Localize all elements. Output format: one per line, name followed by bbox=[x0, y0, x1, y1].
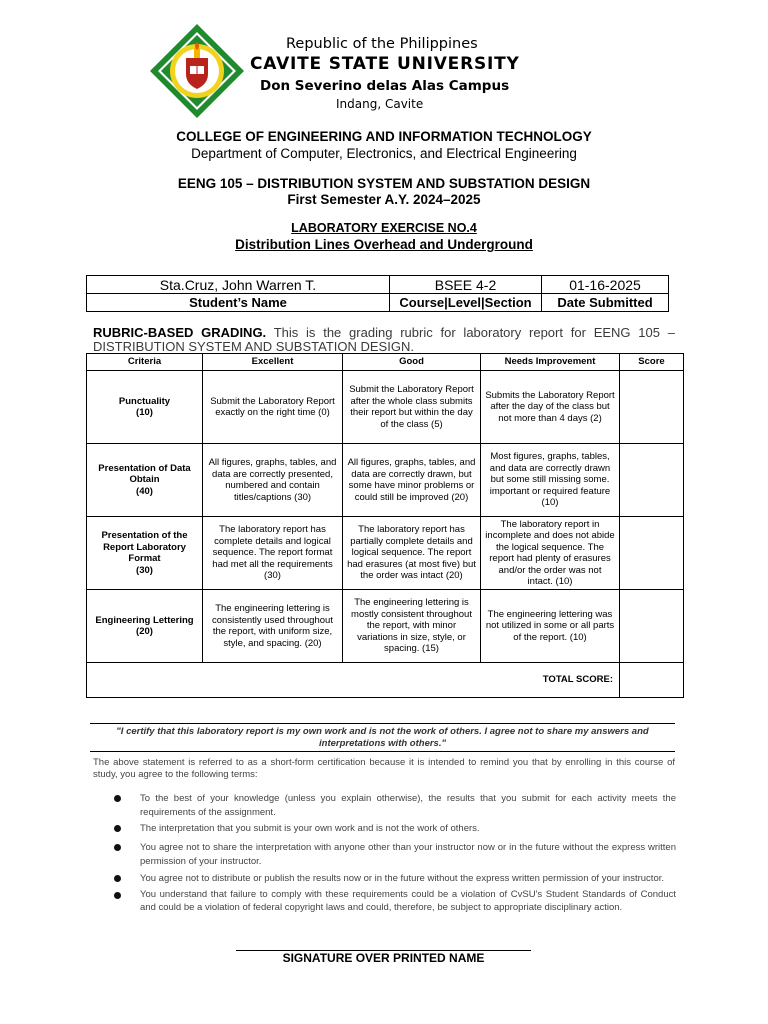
rubric-header-needs-improvement: Needs Improvement bbox=[481, 354, 620, 371]
student-info-table bbox=[86, 275, 669, 312]
signature-label: SIGNATURE OVER PRINTED NAME bbox=[282, 951, 485, 965]
criteria-cell: Engineering Lettering (20) bbox=[87, 590, 203, 663]
criteria-cell: Presentation of Data Obtain (40) bbox=[87, 444, 203, 517]
cvsu-seal-icon bbox=[148, 22, 246, 120]
rubric-table bbox=[86, 353, 684, 698]
semester-label: First Semester A.Y. 2024–2025 bbox=[287, 192, 481, 207]
certification-explanation: The above statement is referred to as a short-form certification because it is intended to remind you that by enrolling in this course of study, you agree to the following terms: bbox=[93, 757, 675, 780]
bullet-icon bbox=[114, 892, 121, 899]
lab-exercise-title: Distribution Lines Overhead and Underground bbox=[235, 237, 533, 252]
college-name: COLLEGE OF ENGINEERING AND INFORMATION TECHNOLOGY bbox=[176, 129, 592, 144]
rubric-header-good: Good bbox=[343, 354, 481, 371]
student-name-value: Sta.Cruz, John Warren T. bbox=[87, 276, 390, 294]
date-label: Date Submitted bbox=[542, 294, 669, 312]
lab-exercise-number: LABORATORY EXERCISE NO.4 bbox=[291, 221, 477, 235]
needs-improvement-cell: Most figures, graphs, tables, and data are correctly drawn but some still missing some. important or required feature (10) bbox=[481, 444, 620, 517]
good-cell: The laboratory report has partially complete details and logical sequence. The report had erasures (at most five) but the order was intact (20) bbox=[343, 517, 481, 590]
good-cell: The engineering lettering is mostly consistent throughout the report, with minor variations in size, style, or spacing. (15) bbox=[343, 590, 481, 663]
rubric-intro-bold: RUBRIC-BASED GRADING. bbox=[93, 325, 267, 340]
campus-name: Don Severino delas Alas Campus bbox=[260, 78, 510, 94]
excellent-cell: The laboratory report has complete details and logical sequence. The report format had met all the requirements (30) bbox=[203, 517, 343, 590]
list-item: You understand that failure to comply with these requirements could be a violation of CvSU's Student Standards of Conduct and could be a violation of federal copyright laws and could, therefore, be subject to appropriate disciplinary action. bbox=[114, 889, 676, 914]
score-cell[interactable] bbox=[620, 590, 684, 663]
rubric-header-score: Score bbox=[620, 354, 684, 371]
section-value: BSEE 4-2 bbox=[390, 276, 542, 294]
bullet-icon bbox=[114, 795, 121, 802]
rubric-header-excellent: Excellent bbox=[203, 354, 343, 371]
list-item: You agree not to share the interpretation with anyone other than your instructor now or in the future without the express written permission of your instructor. bbox=[114, 841, 676, 869]
university-name: CAVITE STATE UNIVERSITY bbox=[250, 54, 520, 74]
needs-improvement-cell: Submits the Laboratory Report after the day of the class but not more than 4 days (2) bbox=[481, 371, 620, 444]
table-row bbox=[87, 517, 684, 590]
terms-list bbox=[114, 792, 676, 914]
campus-location: Indang, Cavite bbox=[336, 97, 424, 111]
rubric-intro-text: This is the grading rubric for laboratory report for EENG 105 – DISTRIBUTION SYSTEM AND SUBSTATION DESIGN. bbox=[93, 325, 676, 354]
score-cell[interactable] bbox=[620, 517, 684, 590]
needs-improvement-cell: The laboratory report in incomplete and does not abide the logical sequence. The report had plenty of erasures and/or the order was not intact. (10) bbox=[481, 517, 620, 590]
student-name-label: Student’s Name bbox=[87, 294, 390, 312]
total-score-label: TOTAL SCORE: bbox=[87, 663, 620, 698]
excellent-cell: All figures, graphs, tables, and data are correctly presented, numbered and contain titles/captions (30) bbox=[203, 444, 343, 517]
excellent-cell: Submit the Laboratory Report exactly on the right time (0) bbox=[203, 371, 343, 444]
needs-improvement-cell: The engineering lettering was not utilized in some or all parts of the report. (10) bbox=[481, 590, 620, 663]
course-title: EENG 105 – DISTRIBUTION SYSTEM AND SUBSTATION DESIGN bbox=[177, 176, 591, 191]
list-item: To the best of your knowledge (unless you explain otherwise), the results that you submit for each activity meets the requirements of the assignment. bbox=[114, 792, 676, 820]
table-row bbox=[87, 371, 684, 444]
table-row bbox=[87, 444, 684, 517]
department-name: Department of Computer, Electronics, and Electrical Engineering bbox=[191, 146, 577, 161]
bullet-icon bbox=[114, 825, 121, 832]
total-row bbox=[87, 663, 684, 698]
list-item: You agree not to distribute or publish the results now or in the future without the express written permission of your instructor. bbox=[114, 872, 676, 886]
score-cell[interactable] bbox=[620, 444, 684, 517]
bullet-icon bbox=[114, 875, 121, 882]
table-row bbox=[87, 590, 684, 663]
republic-label: Republic of the Philippines bbox=[286, 36, 478, 52]
criteria-cell: Punctuality (10) bbox=[87, 371, 203, 444]
score-cell[interactable] bbox=[620, 371, 684, 444]
list-item: The interpretation that you submit is your own work and is not the work of others. bbox=[114, 822, 676, 836]
criteria-cell: Presentation of the Report Laboratory Format (30) bbox=[87, 517, 203, 590]
excellent-cell: The engineering lettering is consistently used throughout the report, with uniform size, style, and spacing. (20) bbox=[203, 590, 343, 663]
section-label: Course|Level|Section bbox=[390, 294, 542, 312]
good-cell: All figures, graphs, tables, and data are correctly drawn, but some have minor problems or could still be improved (20) bbox=[343, 444, 481, 517]
rubric-header-criteria: Criteria bbox=[87, 354, 203, 371]
total-score-value[interactable] bbox=[620, 663, 684, 698]
date-value: 01-16-2025 bbox=[542, 276, 669, 294]
certification-statement: "I certify that this laboratory report is my own work and is not the work of others. I agree not to share my answers and interpretations with others." bbox=[90, 723, 675, 752]
bullet-icon bbox=[114, 844, 121, 851]
rubric-intro bbox=[93, 326, 675, 354]
good-cell: Submit the Laboratory Report after the whole class submits their report but within the day of the class (5) bbox=[343, 371, 481, 444]
